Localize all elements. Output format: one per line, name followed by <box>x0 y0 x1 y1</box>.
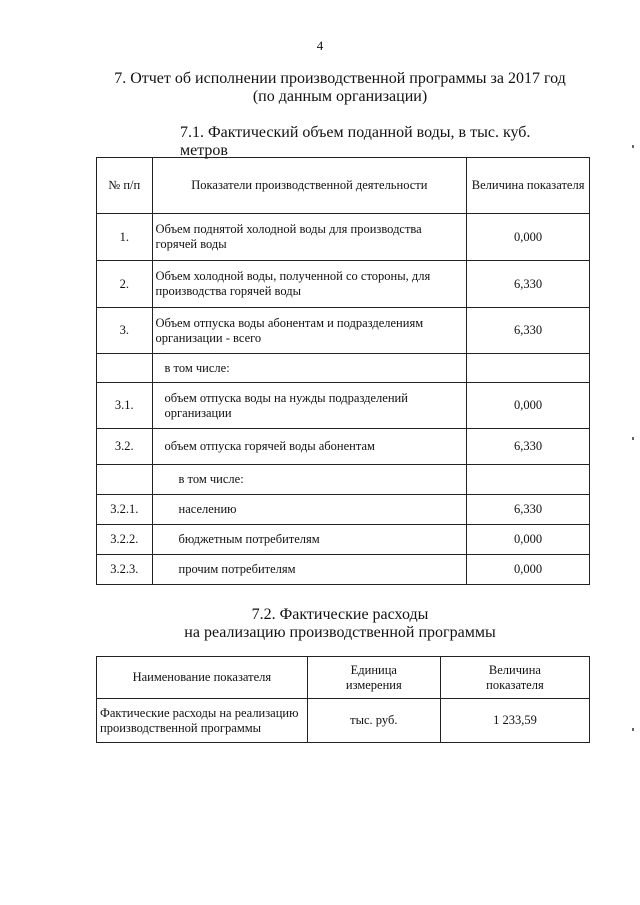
row-value: 0,000 <box>467 525 590 555</box>
section-72-title-line2: на реализацию производственной программы <box>184 624 496 641</box>
row-num: 2. <box>97 261 153 308</box>
row-name: в том числе: <box>152 354 467 383</box>
row-value: 1 233,59 <box>440 699 589 743</box>
row-num: 3.1. <box>97 383 153 429</box>
row-value: 0,000 <box>467 555 590 585</box>
header-unit: Единица измерения <box>307 657 440 699</box>
table-row <box>97 261 590 308</box>
row-name: Объем поднятой холодной воды для производства горячей воды <box>152 214 467 261</box>
row-num: 3. <box>97 308 153 354</box>
row-name: в том числе: <box>152 465 467 495</box>
section-7-title <box>60 70 620 106</box>
table-row <box>97 699 590 743</box>
row-name: объем отпуска горячей воды абонентам <box>152 429 467 465</box>
row-value: 0,000 <box>467 214 590 261</box>
expenses-table <box>96 656 590 743</box>
table-row <box>97 465 590 495</box>
row-num: 3.2.3. <box>97 555 153 585</box>
row-value <box>467 354 590 383</box>
row-num <box>97 465 153 495</box>
header-value: Величина показателя <box>440 657 589 699</box>
row-value <box>467 465 590 495</box>
row-value: 6,330 <box>467 429 590 465</box>
table-header-row <box>97 657 590 699</box>
row-num: 3.2.1. <box>97 495 153 525</box>
row-value: 6,330 <box>467 495 590 525</box>
row-value: 6,330 <box>467 261 590 308</box>
row-name: Фактические расходы на реализацию производственной программы <box>97 699 308 743</box>
water-volume-table <box>96 157 590 585</box>
table-header-row <box>97 158 590 214</box>
row-value: 0,000 <box>467 383 590 429</box>
row-unit: тыс. руб. <box>307 699 440 743</box>
section-7-title-line1: 7. Отчет об исполнении производственной программы за 2017 год <box>114 70 566 87</box>
row-name: бюджетным потребителям <box>152 525 467 555</box>
table-row <box>97 308 590 354</box>
row-num <box>97 354 153 383</box>
table-row <box>97 555 590 585</box>
table-row <box>97 214 590 261</box>
table-row <box>97 383 590 429</box>
row-name: населению <box>152 495 467 525</box>
header-name: Показатели производственной деятельности <box>152 158 467 214</box>
row-num: 3.2. <box>97 429 153 465</box>
row-num: 3.2.2. <box>97 525 153 555</box>
table-row <box>97 525 590 555</box>
row-name: прочим потребителям <box>152 555 467 585</box>
scan-mark <box>632 437 634 440</box>
scan-mark <box>632 728 634 731</box>
row-num: 1. <box>97 214 153 261</box>
row-name: объем отпуска воды на нужды подразделений организации <box>152 383 467 429</box>
table-row <box>97 495 590 525</box>
row-value: 6,330 <box>467 308 590 354</box>
scan-mark <box>632 145 634 148</box>
section-72-title <box>60 606 620 642</box>
section-7-title-line2: (по данным организации) <box>252 88 428 105</box>
table-row <box>97 429 590 465</box>
page-number: 4 <box>316 38 324 53</box>
table-row <box>97 354 590 383</box>
header-value: Величина показателя <box>467 158 590 214</box>
section-72-title-line1: 7.2. Фактические расходы <box>251 606 429 623</box>
header-num: № п/п <box>97 158 153 214</box>
row-name: Объем отпуска воды абонентам и подразделениям организации - всего <box>152 308 467 354</box>
header-name: Наименование показателя <box>97 657 308 699</box>
row-name: Объем холодной воды, полученной со стороны, для производства горячей воды <box>152 261 467 308</box>
section-71-title: 7.1. Фактический объем поданной воды, в тыс. куб. метров <box>180 124 531 159</box>
